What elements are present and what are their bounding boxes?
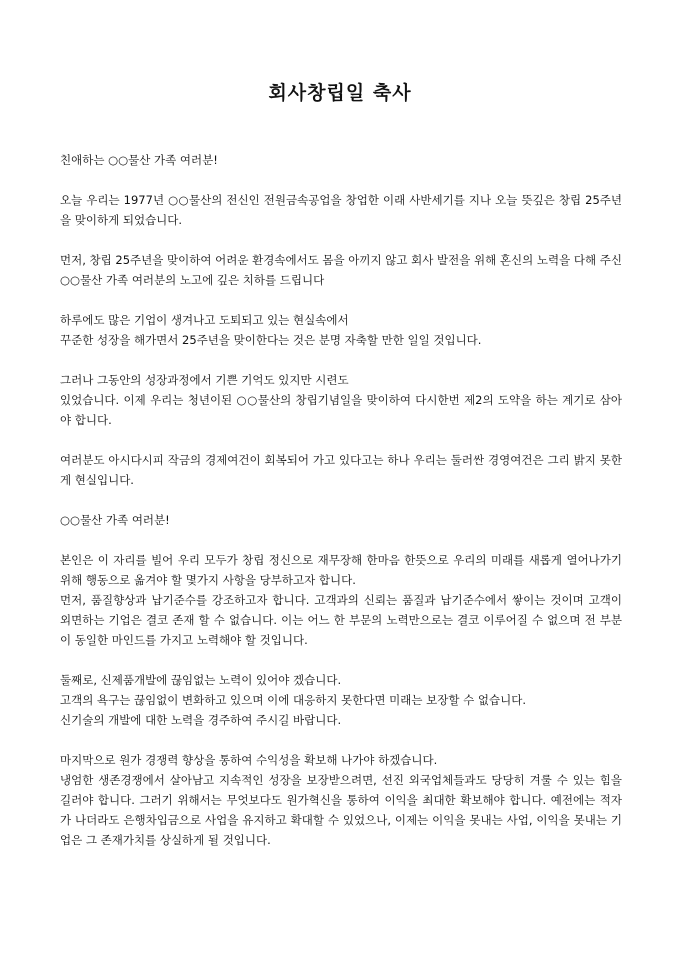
paragraph-cost: [60, 750, 622, 850]
greeting-paragraph-2: ○○물산 가족 여러분!: [60, 513, 170, 527]
paragraph-requests-line-2: 먼저, 품질향상과 납기준수를 강조하고자 합니다. 고객과의 신뢰는 품질과 납기준수에서 쌓이는 것이며 고객이 외면하는 기업은 결코 존재 할 수 없습니다. 이는 어느 한 부문의 노력만으로는 결코 이루어질 수 없으며 전 부분이 동일한 마인드를 가지고 노력해야 할 것입니다.: [60, 593, 622, 647]
paragraph-growth-line-2: 꾸준한 성장을 해가면서 25주년을 맞이한다는 것은 분명 자축할 만한 일일 것입니다.: [60, 333, 482, 347]
paragraph-new-products: [60, 670, 622, 730]
paragraph-new-products-line-3: 신기술의 개발에 대한 노력을 경주하여 주시길 바랍니다.: [60, 713, 342, 727]
greeting-paragraph: 친애하는 ○○물산 가족 여러분!: [60, 153, 218, 167]
paragraph-cost-line-1: 마지막으로 원가 경쟁력 향상을 통하여 수익성을 확보해 나가야 하겠습니다.: [60, 753, 438, 767]
paragraph-trials: [60, 370, 622, 430]
paragraph-thanks: 먼저, 창립 25주년을 맞이하여 어려운 환경속에서도 몸을 아끼지 않고 회사 발전을 위해 혼신의 노력을 다해 주신 ○○물산 가족 여러분의 노고에 깊은 치하를 드립니다: [60, 253, 622, 287]
paragraph-growth-line-1: 하루에도 많은 기업이 생겨나고 도퇴되고 있는 현실속에서: [60, 313, 349, 327]
paragraph-cost-line-2: 냉엄한 생존경쟁에서 살아남고 지속적인 성장을 보장받으려면, 선진 외국업체들과도 당당히 겨룰 수 있는 힘을 길러야 합니다. 그러기 위해서는 무엇보다도 원가혁신을 통하여 이익을 최대한 확보해야 합니다. 예전에는 적자가 나더라도 은행차입금으로 사업을 유지하고 확대할 수 있었으나, 이제는 이익을 못내는 사업, 이익을 못내는 기업은 그 존재가치를 상실하게 될 것입니다.: [60, 773, 622, 847]
paragraph-growth: [60, 310, 622, 350]
document-body: [60, 150, 622, 850]
document-title: 회사창립일 축사: [268, 82, 412, 104]
paragraph-new-products-line-1: 둘째로, 신제품개발에 끊임없는 노력이 있어야 겠습니다.: [60, 673, 342, 687]
paragraph-economy: 여러분도 아시다시피 작금의 경제여건이 회복되어 가고 있다고는 하나 우리는 둘러싼 경영여건은 그리 밝지 못한 게 현실입니다.: [60, 453, 622, 487]
paragraph-trials-line-1: 그러나 그동안의 성장과정에서 기쁜 기억도 있지만 시련도: [60, 373, 349, 387]
paragraph-anniversary: 오늘 우리는 1977년 ○○물산의 전신인 전원금속공업을 창업한 이래 사반세기를 지나 오늘 뜻깊은 창립 25주년을 맞이하게 되었습니다.: [60, 193, 622, 227]
paragraph-requests: [60, 550, 622, 650]
paragraph-new-products-line-2: 고객의 욕구는 끊임없이 변화하고 있으며 이에 대응하지 못한다면 미래는 보장할 수 없습니다.: [60, 693, 527, 707]
paragraph-requests-line-1: 본인은 이 자리를 빌어 우리 모두가 창립 정신으로 재무장해 한마음 한뜻으로 우리의 미래를 새롭게 열어나가기 위해 행동으로 옮겨야 할 몇가지 사항을 당부하고자 합니다.: [60, 553, 622, 587]
paragraph-trials-line-2: 있었습니다. 이제 우리는 청년이된 ○○물산의 창립기념일을 맞이하여 다시한번 제2의 도약을 하는 계기로 삼아야 합니다.: [60, 393, 622, 427]
